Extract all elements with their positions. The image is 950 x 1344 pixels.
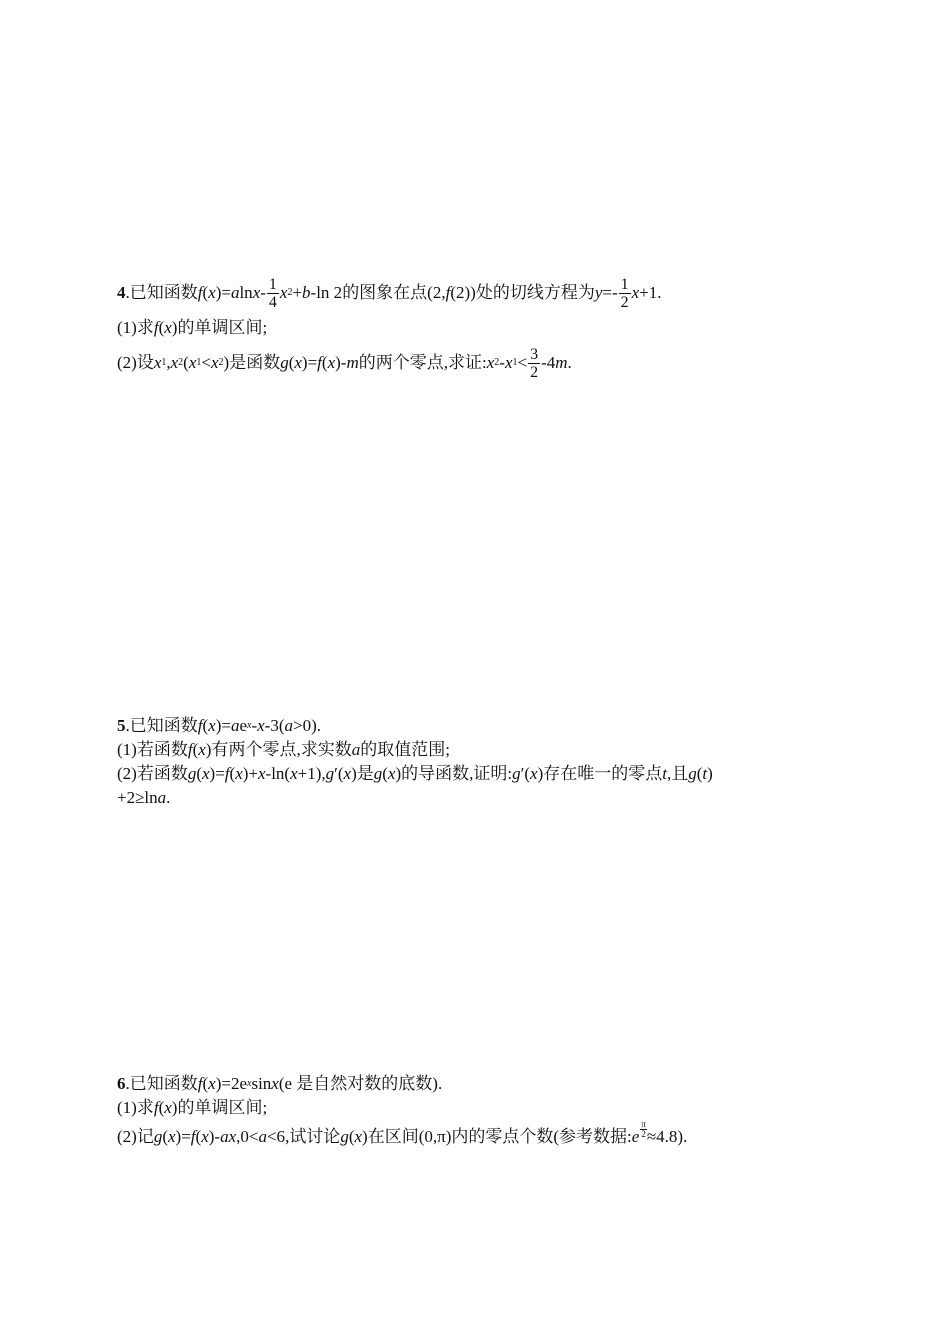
problem-6-statement: 6 .已知函数 f ( x )=2e x sin x (e 是自然对数的底数). bbox=[117, 1072, 837, 1096]
e-power-pi-over-2: e π 2 bbox=[631, 1119, 646, 1146]
problem-5-part-2-cont: +2≥ln a . bbox=[117, 788, 171, 807]
fraction-3-2: $\frac{3}{2}$ bbox=[530, 345, 539, 381]
fraction-1-4: $\frac{1}{4}$ bbox=[268, 275, 277, 311]
fraction-1-2: $\frac{1}{2}$ bbox=[620, 275, 629, 311]
problem-5-part-1: (1)若函数 f ( x ) 有两个零点,求实数 a 的取值范围; bbox=[117, 740, 450, 759]
problem-number: 5 bbox=[117, 716, 126, 735]
problem-4-part-1: (1)求 f ( x ) 的单调区间; bbox=[117, 318, 268, 337]
problem-5 bbox=[117, 714, 837, 810]
problem-6 bbox=[117, 1072, 837, 1154]
problem-6-part-1: (1)求 f ( x ) 的单调区间; bbox=[117, 1098, 268, 1117]
problem-4-part-2: (2)设 x 1 , x 2 ( x 1 < x 2 ) 是函数 g ( x )= f ( x )- m 的两个零点,求证: x 2 - x 1 < $\frac{3}{2}$ -4 m . bbox=[117, 345, 572, 381]
problem-4-statement: 4 .已知函数 f ( x )= a ln x - $\frac{1}{4}$ x 2 + b -ln 2 的图象在点(2, f (2))处的切线方程为 y =- $\frac{1}{2}$ x +1. bbox=[117, 275, 662, 311]
problem-6-part-2: (2)记 g ( x )= f ( x )- ax ,0< a <6 ,试讨论 g ( x ) 在区间(0,π)内的零点个数(参考数据: e π 2 ≈4.8). bbox=[117, 1120, 837, 1154]
problem-number: 4 bbox=[117, 283, 126, 302]
problem-number: 6 bbox=[117, 1074, 126, 1093]
problem-5-statement: 5 .已知函数 f ( x )= a e x - x -3( a >0). bbox=[117, 714, 837, 738]
problem-5-part-2: (2)若函数 g ( x )= f ( x )+ x -ln( x +1), g ′( x ) 是 g ( x ) 的导函数,证明: g ′( x ) 存在唯一的零点 t ,且 g ( t ) bbox=[117, 764, 713, 783]
problem-4 bbox=[117, 272, 837, 384]
